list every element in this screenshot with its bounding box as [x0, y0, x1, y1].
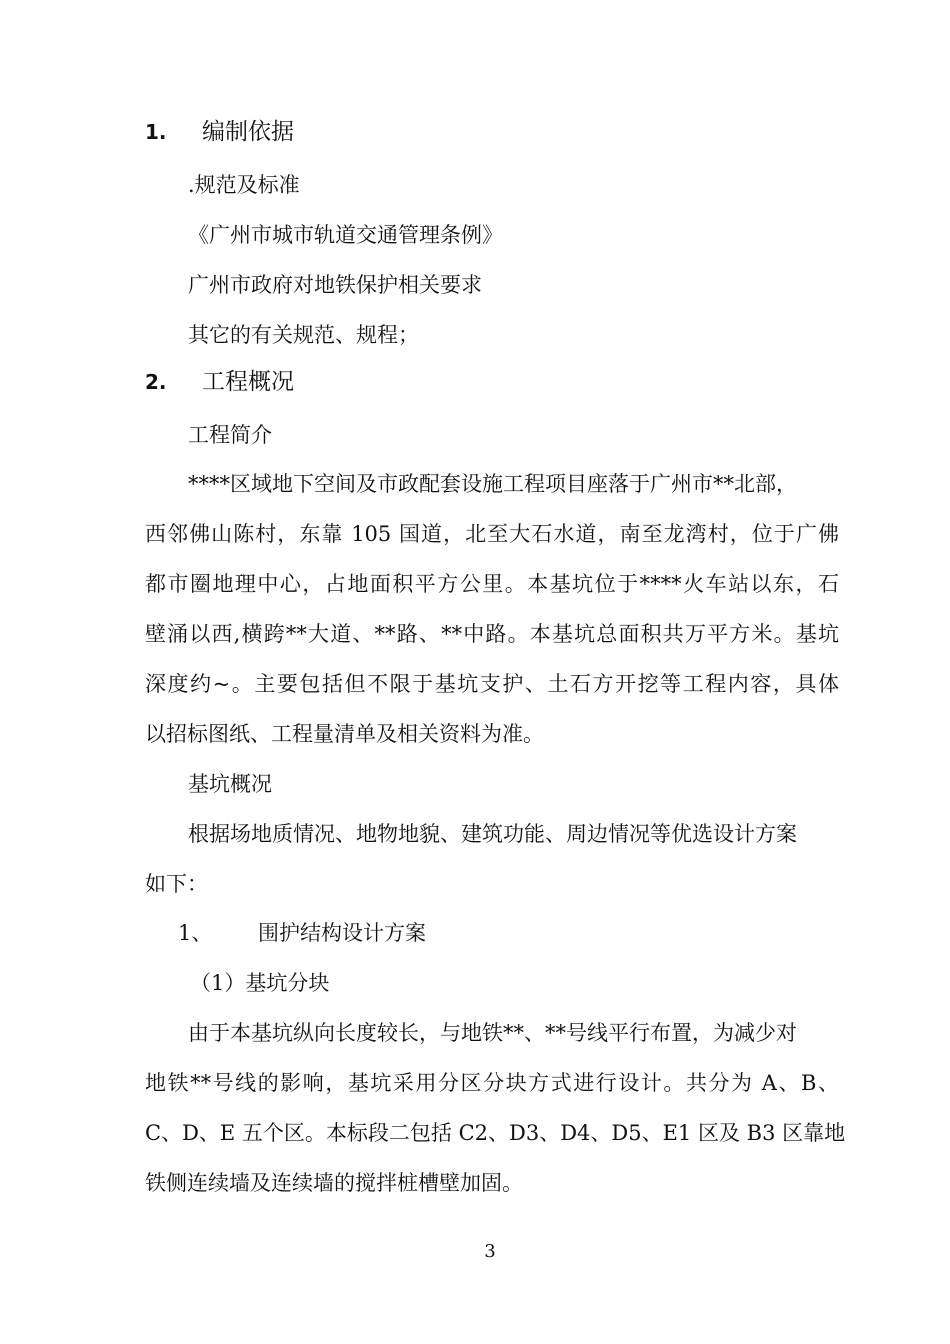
retaining-line-3: C、D、E 五个区。本标段二包括 C2、D3、D4、D5、E1 区及 B3 区靠地 [145, 1121, 846, 1145]
retaining-line-4: 铁侧连续墙及连续墙的搅拌桩槽壁加固。 [145, 1171, 523, 1195]
retaining-line-2: 地铁**号线的影响，基坑采用分区分块方式进行设计。共分为 A、B、 [145, 1071, 839, 1095]
section-1-number: 1. [145, 120, 167, 144]
retaining-title: 围护结构设计方案 [258, 921, 426, 945]
pit-line-2: 如下： [145, 872, 208, 896]
intro-line-6: 以招标图纸、工程量清单及相关资料为准。 [145, 722, 544, 746]
intro-line-3: 都市圈地理中心，占地面积平方公里。本基坑位于****火车站以东，石 [145, 572, 839, 596]
section-1-title: 编制依据 [202, 119, 294, 145]
pit-line-1: 根据场地质情况、地物地貌、建筑功能、周边情况等优选设计方案 [188, 822, 797, 846]
basis-item-1: 《广州市城市轨道交通管理条例》 [188, 223, 503, 247]
page-number: 3 [484, 1241, 496, 1262]
section-2-heading [145, 367, 294, 397]
basis-subtitle: .规范及标准 [188, 173, 300, 197]
basis-item-3: 其它的有关规范、规程； [188, 323, 419, 347]
section-1-heading [145, 117, 294, 147]
retaining-line-1: 由于本基坑纵向长度较长，与地铁**、**号线平行布置，为减少对 [188, 1021, 797, 1045]
intro-line-4: 壁涌以西,横跨**大道、**路、**中路。本基坑总面积共万平方米。基坑 [145, 622, 839, 646]
intro-line-2: 西邻佛山陈村，东靠 105 国道，北至大石水道，南至龙湾村，位于广佛 [145, 522, 839, 546]
section-2-number: 2. [145, 370, 167, 394]
basis-item-2: 广州市政府对地铁保护相关要求 [188, 273, 482, 297]
retaining-subtitle: （1）基坑分块 [190, 971, 330, 995]
intro-line-5: 深度约~。主要包括但不限于基坑支护、土石方开挖等工程内容，具体 [145, 672, 839, 696]
intro-line-1: ****区域地下空间及市政配套设施工程项目座落于广州市**北部， [188, 472, 797, 496]
pit-subtitle: 基坑概况 [188, 772, 272, 796]
retaining-heading [178, 918, 426, 948]
section-2-title: 工程概况 [202, 369, 294, 395]
retaining-number: 1、 [178, 921, 213, 945]
intro-subtitle: 工程简介 [188, 423, 272, 447]
